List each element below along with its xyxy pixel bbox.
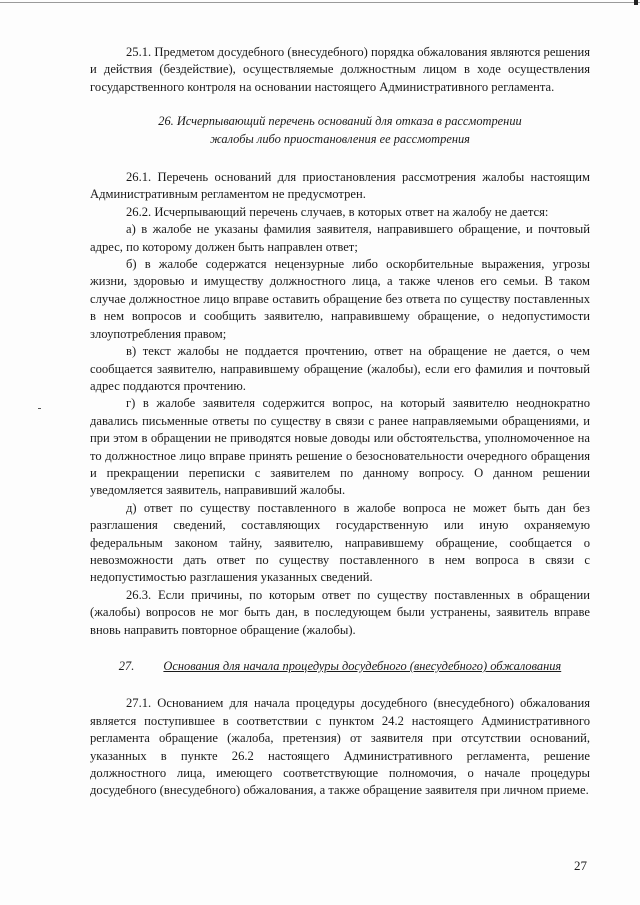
paragraph-26-2: 26.2. Исчерпывающий перечень случаев, в которых ответ на жалобу не дается: (126, 204, 549, 219)
paragraph-27-1: 27.1. Основанием для начала процедуры досудебного (внесудебного) обжалования является поступившее в соответствии с пунктом 24.2 настоящего Административного регламента обращение (жалоба, претензия) от заявителя при отсутствии оснований, указанных в пункте 26.2 настоящего Административного регламента, решение должностного лица, имеющего соответствующие полномочия, о начале процедуры досудебного (внесудебного) обжалования, а также обращение заявителя при личном приеме. (90, 696, 590, 798)
scan-corner-mark (634, 0, 638, 5)
paragraph-26-1: 26.1. Перечень оснований для приостановления рассмотрения жалобы настоящим Административным регламентом не предусмотрен. (90, 170, 590, 202)
paragraph-26-2-d: д) ответ по существу поставленного в жалобе вопроса не может быть дан без разглашения сведений, составляющих государственную или иную охраняемую федеральным законом тайну, заявителю, направившему обращение, сообщается о невозможности дать ответ по существу поставленного в нем вопроса в связи с недопустимостью разглашения указанных сведений. (90, 500, 590, 585)
paragraph-26-2-b: б) в жалобе содержатся нецензурные либо оскорбительные выражения, угрозы жизни, здоровью и имуществу должностного лица, а также членов его семьи. В таком случае должностное лицо вправе оставить обращение без ответа по существу поставленных в нем вопросов и сообщить заявителю, направившему обращение, о недопустимости злоупотребления правом; (90, 257, 590, 341)
scan-top-edge (0, 2, 640, 3)
page-number: 27 (574, 858, 587, 873)
scan-margin-speck (38, 408, 41, 409)
paragraph-26-3: 26.3. Если причины, по которым ответ по существу поставленных в обращении (жалобы) вопросов не мог быть дан, в последующем были устранены, заявитель вправе вновь направить повторное обращение (жалобы). (90, 587, 590, 637)
paragraph-26-2-g: г) в жалобе заявителя содержится вопрос, на который заявителю неоднократно давались письменные ответы по существу в связи с ранее направляемыми обращениями, и при этом в обращении не приводятся новые доводы или обстоятельства, уполномоченное на то должностное лицо вправе принять решение о безосновательности очередного обращения и прекращении переписки с заявителем по данному вопросу. О данном решении уведомляется заявитель, направивший жалобы. (90, 396, 590, 498)
heading-27 (90, 658, 590, 675)
heading-27-number: 27. (118, 659, 135, 673)
heading-26-line-1: 26. Исчерпывающий перечень оснований для отказа в рассмотрении (158, 114, 522, 129)
paragraph-25-1: 25.1. Предметом досудебного (внесудебного) порядка обжалования являются решения и действия (бездействие), осуществляемые должностным лицом в ходе осуществления государственного контроля на основании настоящего Административного регламента. (90, 45, 590, 94)
heading-27-text: Основания для начала процедуры досудебного (внесудебного) обжалования (163, 659, 562, 673)
paragraph-26-2-a: а) в жалобе не указаны фамилия заявителя, направившего обращение, и почтовый адрес, по которому должен быть направлен ответ; (90, 222, 590, 254)
heading-26-line-2: жалобы либо приостановления ее рассмотрения (210, 131, 470, 146)
heading-26 (90, 96, 590, 169)
paragraph-26-2-v: в) текст жалобы не поддается прочтению, ответ на обращение не дается, о чем сообщается заявителю, направившему обращение (жалобы), если его фамилия и почтовый адрес поддаются прочтению. (90, 344, 590, 393)
document-body (90, 44, 590, 800)
